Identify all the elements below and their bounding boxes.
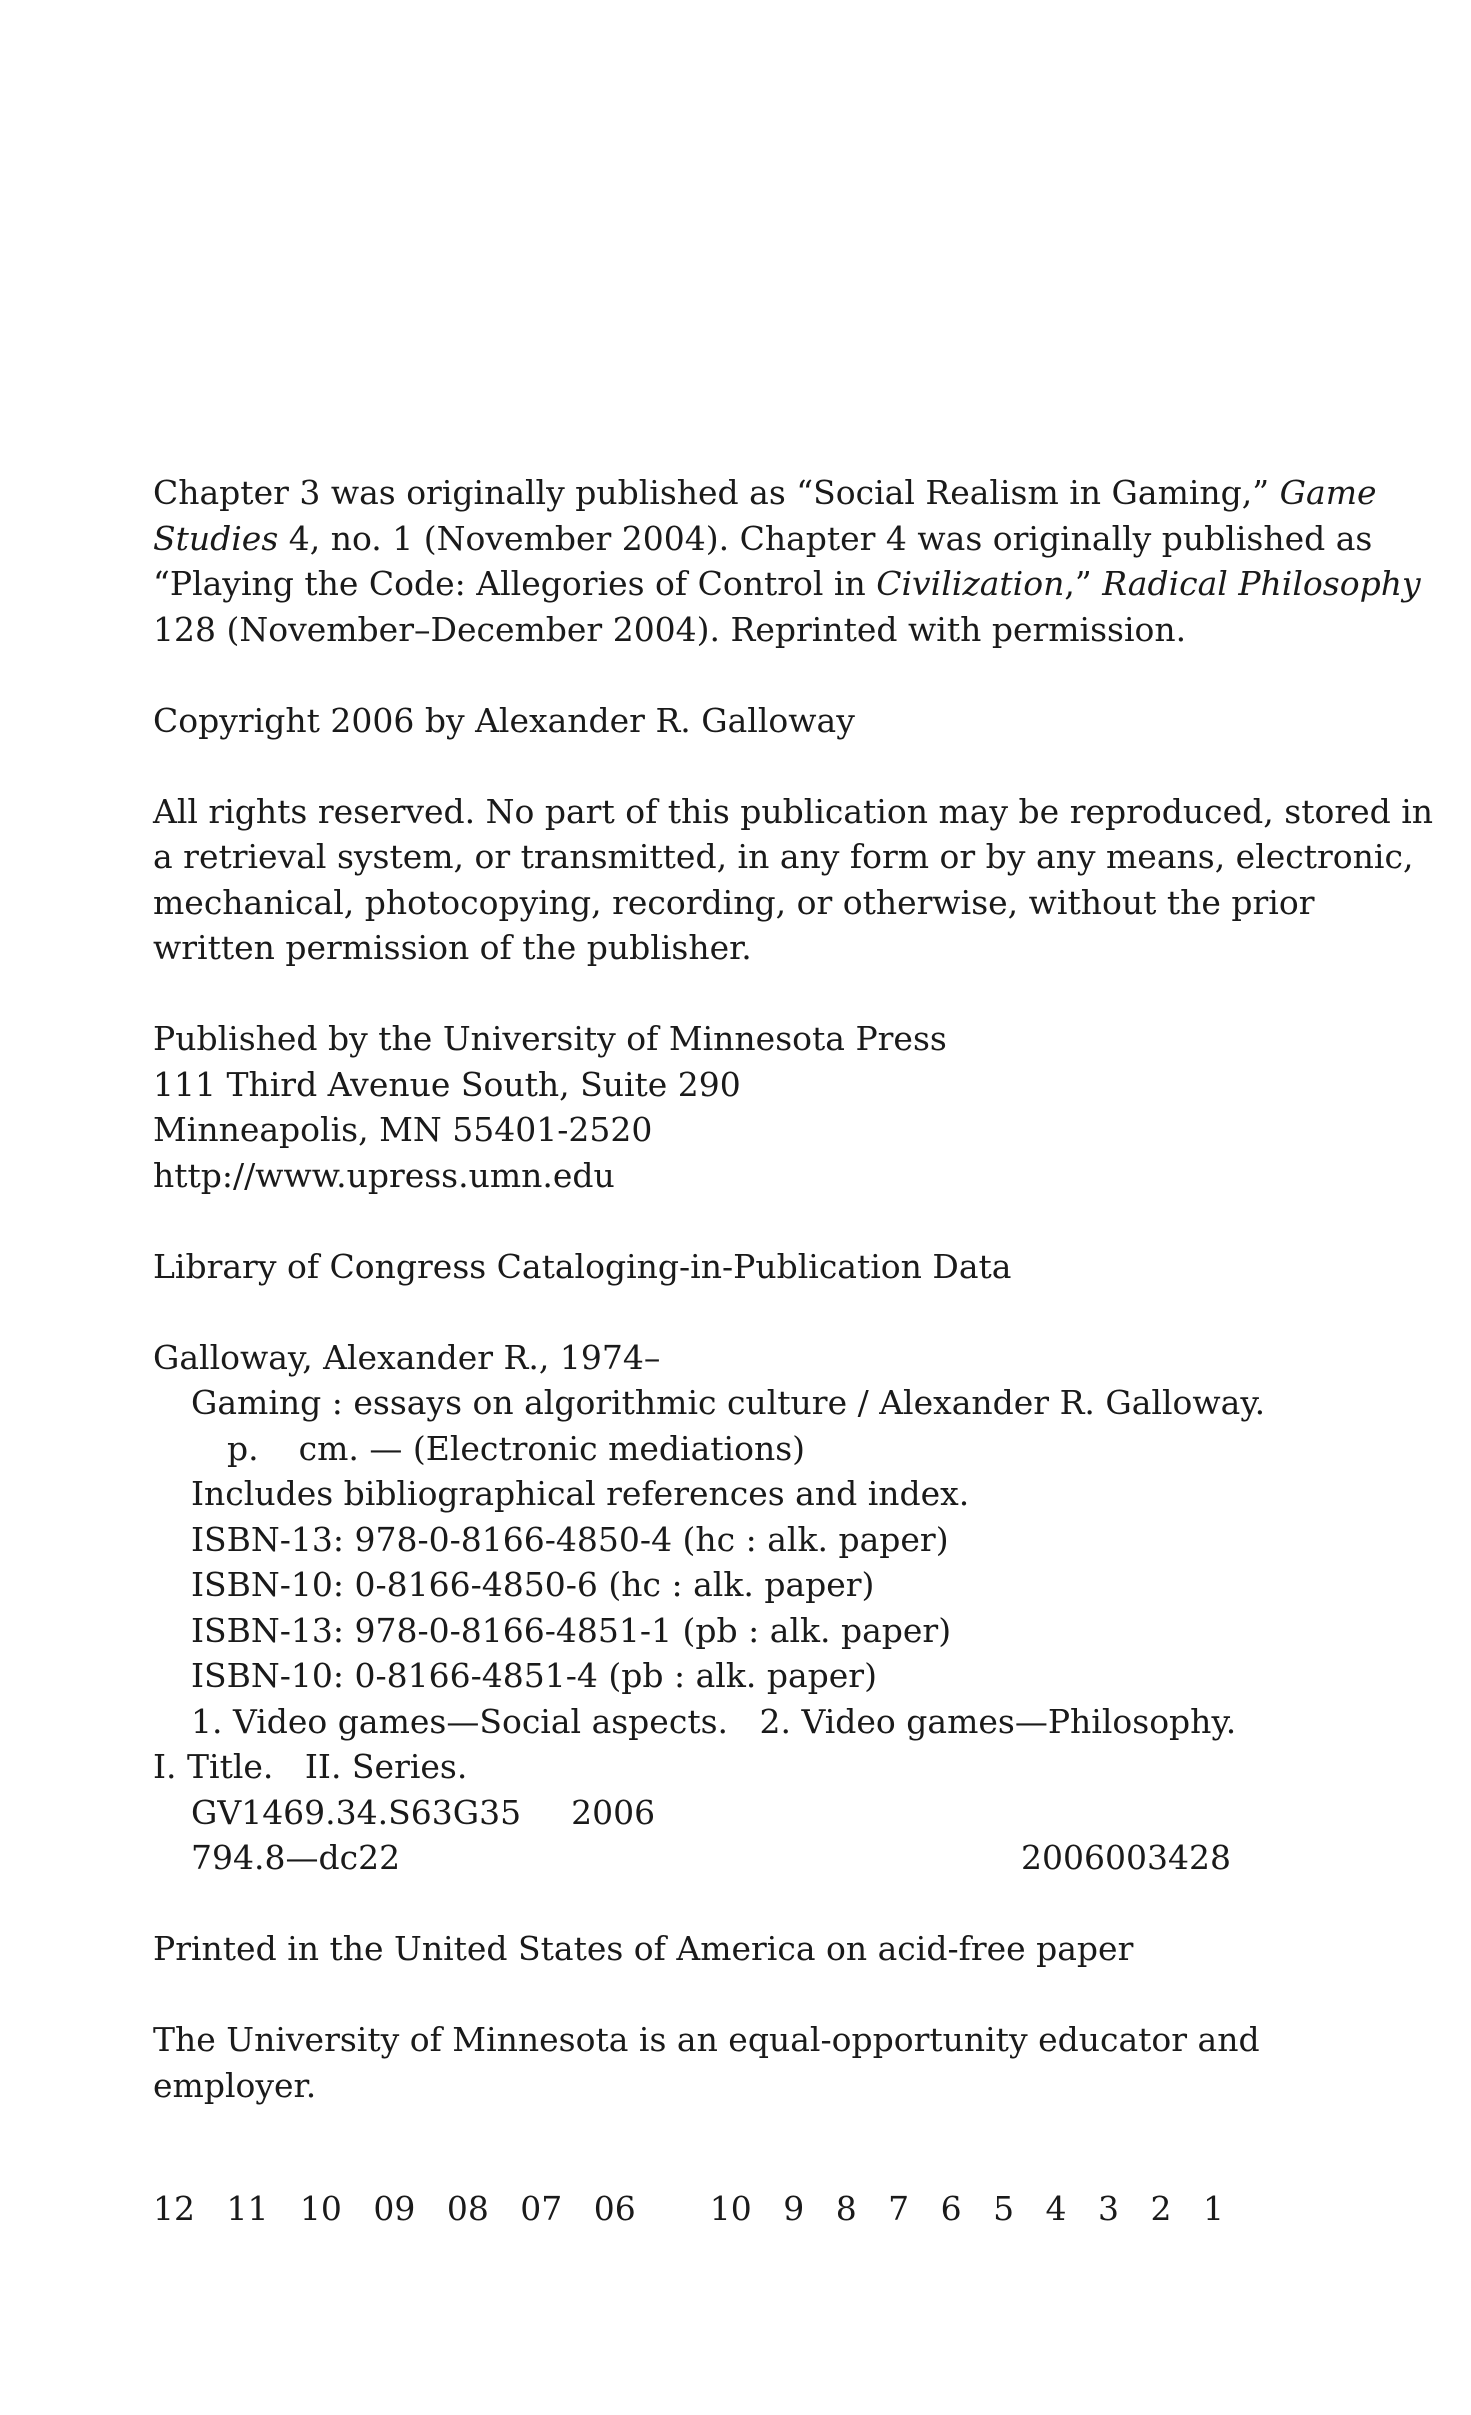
cip-title-series: I. Title. II. Series. (153, 1747, 468, 1786)
publisher-info (153, 1016, 1343, 1198)
equal-opportunity-line: The University of Minnesota is an equal-opportunity educator and (153, 2020, 1260, 2059)
rights-reserved (153, 789, 1434, 971)
cip-heading: Library of Congress Cataloging-in-Publication Data (153, 1246, 1012, 1286)
chapters-note-line-3-punct: ,” (1064, 564, 1103, 603)
rights-line: a retrieval system, or transmitted, in any form or by any means, electronic, (153, 837, 1414, 876)
printer-key-sequence: 10 9 8 7 6 5 4 3 2 1 (709, 2189, 1224, 2228)
chapters-note-line-2 (153, 516, 1373, 562)
journal-title-part-2: Studies (153, 518, 279, 558)
cip-isbn: ISBN-13: 978-0-8166-4851-1 (pb : alk. paper) (191, 1610, 952, 1650)
printed-line: Printed in the United States of America on acid-free paper (153, 1929, 1134, 1968)
cip-title: Gaming : essays on algorithmic culture / Alexander R. Galloway. (191, 1383, 1266, 1422)
cip-author: Galloway, Alexander R., 1974– (153, 1337, 661, 1377)
equal-opportunity-note (153, 2017, 1343, 2108)
cip-subjects: 1. Video games—Social aspects. 2. Video games—Philosophy. (191, 1701, 1237, 1741)
chapters-note-line-4: 128 (November–December 2004). Reprinted with permission. (153, 609, 1187, 649)
cip-heading-block (153, 1244, 1343, 1290)
cip-isbn: ISBN-13: 978-0-8166-4850-4 (hc : alk. paper) (191, 1519, 949, 1559)
cip-isbn: ISBN-10: 0-8166-4850-6 (hc : alk. paper) (191, 1565, 875, 1604)
cip-record (153, 1335, 1343, 1881)
equal-opportunity-line: employer. (153, 2065, 317, 2105)
printer-key-years: 12 11 10 09 08 07 06 (153, 2189, 636, 2228)
rights-line: mechanical, photocopying, recording, or otherwise, without the prior (153, 882, 1315, 922)
cip-lc-class: GV1469.34.S63G35 (191, 1792, 522, 1832)
chapters-note-line-2-text: 4, no. 1 (November 2004). Chapter 4 was originally published as (278, 518, 1373, 558)
cip-isbn: ISBN-10: 0-8166-4851-4 (pb : alk. paper) (191, 1656, 877, 1695)
cip-dewey-row (153, 1835, 1343, 1881)
chapters-note (153, 470, 1421, 652)
publisher-name: Published by the University of Minnesota Press (153, 1019, 947, 1058)
cip-lc-classification (153, 1790, 1343, 1836)
cip-pagination-p: p. (227, 1428, 259, 1468)
publisher-street: 111 Third Avenue South, Suite 290 (153, 1064, 741, 1104)
copyright-notice (153, 698, 1343, 744)
publisher-city: Minneapolis, MN 55401-2520 (153, 1110, 653, 1149)
cip-dewey-row-inner (191, 1835, 1231, 1881)
publisher-url: http://www.upress.umn.edu (153, 1155, 615, 1195)
cip-dewey: 794.8—dc22 (191, 1838, 401, 1877)
chapters-note-line-3 (153, 561, 1421, 607)
cip-lc-year: 2006 (571, 1792, 656, 1832)
chapters-note-line-3-text: “Playing the Code: Allegories of Control in (153, 564, 877, 603)
cip-includes: Includes bibliographical references and index. (191, 1474, 970, 1513)
cip-pagination (153, 1426, 1343, 1472)
cip-pagination-series: cm. — (Electronic mediations) (298, 1428, 806, 1468)
chapters-note-line-1 (153, 470, 1377, 516)
copyright-page (153, 470, 1434, 2154)
chapters-note-line-1-text: Chapter 3 was originally published as “Social Realism in Gaming,” (153, 473, 1280, 512)
game-title: Civilization (876, 564, 1065, 603)
journal-title-radical-philosophy: Radical Philosophy (1102, 564, 1421, 603)
printer-key-line (153, 2186, 1224, 2231)
cip-lccn: 2006003428 (1021, 1838, 1231, 1877)
rights-line: written permission of the publisher. (153, 928, 752, 967)
rights-line: All rights reserved. No part of this publication may be reproduced, stored in (153, 791, 1434, 831)
printed-note (153, 1926, 1343, 1972)
journal-title-part-1: Game (1279, 473, 1377, 512)
copyright-line: Copyright 2006 by Alexander R. Galloway (153, 700, 855, 740)
